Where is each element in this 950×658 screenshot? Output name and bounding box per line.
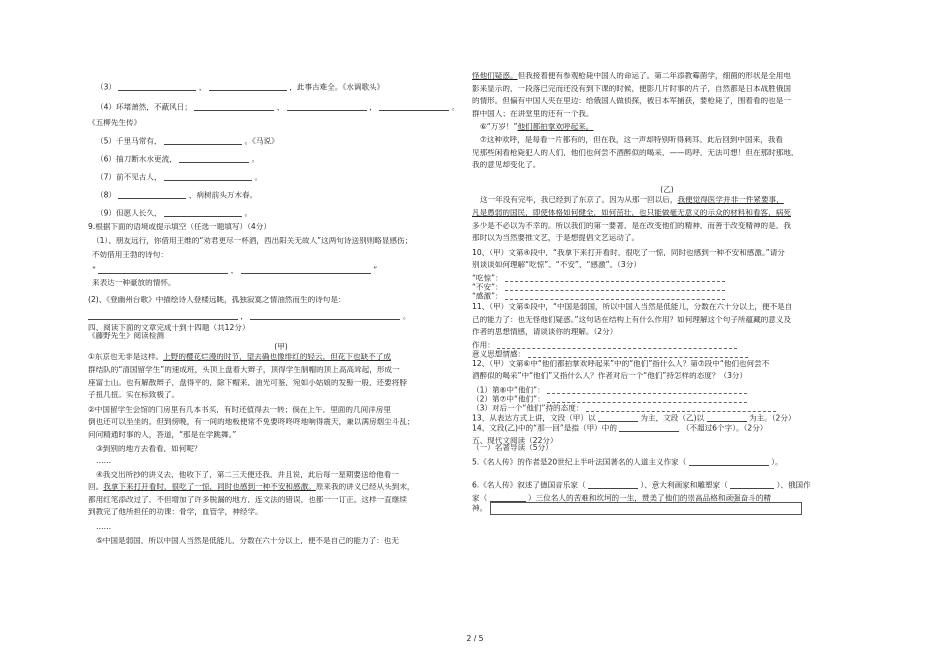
passage-line: ⑦这种欢呼，是每看一片都有的，但在我，这一声却特别听得刺耳。此后回到中国来，我看 xyxy=(480,135,783,144)
answer-blank[interactable] xyxy=(547,385,747,394)
passage-line: ⑤中国是弱国，所以中国人当然是低能儿，分数在六十分以上，便不是自己的能力了：也无 xyxy=(96,536,399,545)
answer-blank[interactable] xyxy=(505,282,725,291)
passage-line: 到教完了他所担任的功课：骨学，血管学，神经学。 xyxy=(88,508,263,517)
answer-line: （3）对后一个“他们”持的态度： xyxy=(472,403,862,412)
answer-blank[interactable] xyxy=(88,310,238,320)
question-line: （5）千里马常有， 。《马说》 xyxy=(96,136,279,145)
question-text: 家（ ）三位名人的苦难和坎坷的一生，赞美了他们的崇高品格和顽强奋斗的精 xyxy=(472,493,772,503)
section-heading: 五、现代文阅读（22分） xyxy=(472,436,558,445)
ellipsis: …… xyxy=(96,457,112,465)
source-line: 《五柳先生传》 xyxy=(88,119,142,127)
answer-blank[interactable] xyxy=(547,394,747,403)
answer-blank[interactable] xyxy=(379,101,449,111)
answer-blank[interactable] xyxy=(689,456,769,466)
question-line: （6）抽刀断水水更流， 。 xyxy=(96,154,260,163)
passage-line: 多少是不必以为不幸的。所以我们的第一要著，是在改变他们的精神，而善于改变精神的是，我 xyxy=(472,221,791,230)
answer-blank[interactable] xyxy=(209,81,287,91)
passage-line: 我的意见却变化了。 xyxy=(472,161,541,169)
answer-line: （1）第⑥中“他们”： xyxy=(472,385,862,394)
answer-line: ， 。 xyxy=(88,310,466,320)
answer-blank[interactable] xyxy=(497,340,737,349)
answer-blank[interactable] xyxy=(586,403,776,412)
answer-blank[interactable] xyxy=(588,479,638,489)
question-text: 己的能力了：也无怪他们疑惑。”这句话在结构上有什么作用？如何理解这个句子所蕴藏的意义及 xyxy=(472,315,792,324)
passage-line: 这一年没有完毕，我已经到了东京了。因为从那一回以后，我便觉得医学并非一件紧要事， xyxy=(480,196,784,204)
question-text: 作者的思想情感，请谈谈你的理解。（2分） xyxy=(472,328,618,336)
passage-line: 群结队的“清国留学生”的速成班，头顶上盘着大辫子，顶得学生制帽的顶上高高耸起，形成一 xyxy=(88,365,400,374)
answer-blank[interactable] xyxy=(505,291,725,300)
answer-blank[interactable] xyxy=(707,412,747,422)
answer-blank[interactable] xyxy=(598,412,638,422)
passage-line: 回。我拿下来打开看时，很吃了一惊，同时也感到一种不安和感激。原来我的讲义已经从头到末， xyxy=(88,483,415,491)
passage-line: 群中国人；在讲堂里的还有一个我。 xyxy=(472,109,594,118)
question-text: 神。 xyxy=(472,502,862,515)
passage-line: 怪他们疑惑。但我接着便有参观枪毙中国人的命运了。第二年添教霉菌学，细菌的形状是全用电 xyxy=(472,72,791,80)
passage-line: ③到别的地方去看看，如何呢？ xyxy=(96,444,202,453)
answer-blank[interactable] xyxy=(505,273,725,282)
section-heading: 四、阅读下面的文章完成十到十四题（共12分） xyxy=(88,323,250,332)
answer-blank[interactable] xyxy=(98,264,228,274)
question-line: （8） ，病树前头万木春。 xyxy=(96,190,258,199)
answer-line: 意义思想情感： xyxy=(472,349,862,358)
answer-line: “ ， ” xyxy=(92,265,378,275)
answer-line: （2）第⑦中“他们”： xyxy=(472,394,862,403)
subsection-heading: （一）名著导读（5分） xyxy=(472,444,553,453)
question-text: 来表达一种豪放的情怀。 xyxy=(92,279,176,287)
right-column xyxy=(472,72,862,513)
answer-line: “吃惊”： xyxy=(472,273,862,282)
question-text: 酒醉似的喝采”中“他们”又指什么人？作者对后一个“他们”持怎样的态度？（3分） xyxy=(472,372,748,380)
question-line: （7）前不见古人， 。 xyxy=(96,172,263,181)
question-text: 13、从表达方式上讲，文段（甲）以 为主，文段（乙)以 为主。（2分） xyxy=(472,413,796,422)
passage-line: ④我交出所抄的讲义去，他收下了，第二三天便还我，并且说，此后每一星期要送给他看一 xyxy=(96,470,399,479)
answer-blank[interactable] xyxy=(118,81,196,91)
question-text: 6.《名人传》叙述了德国音乐家（ ）、意大利画家和雕塑家（ ）、俄国作 xyxy=(472,480,811,490)
question-text: 不妨借用王勃的诗句： xyxy=(92,250,168,259)
passage-line: ②中国留学生会馆的门房里有几本书买，有时还值得去一转；倘在上午，里面的几间洋房里 xyxy=(88,405,391,414)
reading-title: 《藤野先生》阅读检测 xyxy=(88,332,164,340)
answer-blank[interactable] xyxy=(164,135,242,145)
passage-line: 凡是愚弱的国民，即使体格如何健全，如何茁壮，也只能做毫无意义的示众的材料和看客，病死 xyxy=(472,208,791,217)
passage-line: ①东京也无非是这样。上野的樱花烂漫的时节，望去确也像绯红的轻云，但花下也缺不了成 xyxy=(88,353,391,361)
left-column xyxy=(88,72,466,545)
passage-label: (乙) xyxy=(660,185,674,194)
answer-blank[interactable] xyxy=(118,189,186,199)
passage-line: 影来显示的，一段落已完而还没有到下课的时候，便影几片时事的片子，自然都是日本战胜俄国 xyxy=(472,84,791,93)
passage-line: 见那些闲看枪毙犯人的人们，他们也何尝不酒醉似的喝采，——呜呼，无法可想！但在那时那地， xyxy=(472,148,799,157)
ellipsis: …… xyxy=(96,523,112,531)
answer-blank[interactable] xyxy=(241,264,371,274)
answer-blank[interactable] xyxy=(179,153,249,163)
answer-blank[interactable] xyxy=(528,349,748,358)
question-text: 5.《名人传》的作者是20世纪上半叶法国著名的人道主义作家（ ）。 xyxy=(472,457,783,467)
question-line: （3） ， ，此事古难全。《水调歌头》 xyxy=(96,82,385,91)
passage-line: 问问精通时事的人，答道，“那是在学跳舞。” xyxy=(88,430,237,439)
answer-blank[interactable] xyxy=(164,171,252,181)
answer-blank[interactable] xyxy=(287,101,367,111)
page-number: 2 / 5 xyxy=(466,634,484,643)
question-text: 10、（甲）文第④段中，“我拿下来打开看时，很吃了一惊，同时也感到一种不安和感激。”请分 xyxy=(472,248,785,257)
answer-blank[interactable] xyxy=(619,422,679,432)
question-text: 12、（甲）文第⑥中“他们都拍掌欢呼起来”中的“他们”指什么人？第⑦段中“他们也何尝不 xyxy=(472,359,770,368)
answer-box[interactable] xyxy=(490,502,802,515)
question-text: 别谈谈如何理解“吃惊”、“不安”、“感激”。（3分） xyxy=(472,261,641,269)
answer-line: “感激”： xyxy=(472,291,862,300)
question-line: （9）但愿人长久， 。 xyxy=(96,208,253,217)
question-line: （4）环堵萧然，不蔽风日； ， ， 。 xyxy=(96,102,460,111)
passage-line: 都用红笔添改过了，不但增加了许多脱漏的地方，连文法的错误，也都一一订正。这样一直继续 xyxy=(88,495,407,504)
answer-blank[interactable] xyxy=(194,101,274,111)
question-text: 14、文段(乙)中的“那一回”是指（甲）中的 （不超过6个字）。（2分） xyxy=(472,423,768,432)
passage-label: (甲) xyxy=(274,342,288,351)
passage-line: 那时以为当然要推文艺，于是想提倡文艺运动了。 xyxy=(472,234,640,242)
question-text: 11、（甲）文第⑤段中，“中国是弱国，所以中国人当然是低能儿，分数在六十分以上，便不是自 xyxy=(472,302,793,311)
answer-blank[interactable] xyxy=(164,207,242,217)
question-text: (2)、《登幽州台歌》中描绘诗人登楼远眺，孤独寂寞之情油然而生的诗句是： xyxy=(88,295,346,304)
answer-blank[interactable] xyxy=(490,492,526,502)
passage-line: 倒也还可以坐坐的。但到傍晚，有一间的地板便常不免要咚咚咚地响得震天，兼以满房烟尘斗乱； xyxy=(88,418,415,426)
passage-line: 的情形。但偏有中国人夹在里边：给俄国人做侦探，被日本军捕获，要枪毙了，围着看的也是一 xyxy=(472,97,791,105)
answer-blank[interactable] xyxy=(250,310,400,320)
question-text: （1）、朋友远行，你借用王维的“劝君更尽一杯酒，西出阳关无故人”这两句诗送别则略显感伤； xyxy=(92,237,413,245)
passage-line: 座富士山。也有解散辫子，盘得平的，除下帽来，油光可鉴，宛如小姑娘的发髻一般，还要将脖 xyxy=(88,378,407,387)
passage-line: ⑥“万岁！”他们都拍掌欢呼起来。 xyxy=(480,123,594,131)
answer-line: 作用： xyxy=(472,340,862,349)
question-heading: 9.根据下面的语境或提示填空（任选一题填写）（4分） xyxy=(88,222,271,231)
passage-line: 子扭几扭。实在标致极了。 xyxy=(88,391,180,399)
answer-blank[interactable] xyxy=(730,479,774,489)
answer-line: “不安”： xyxy=(472,282,862,291)
